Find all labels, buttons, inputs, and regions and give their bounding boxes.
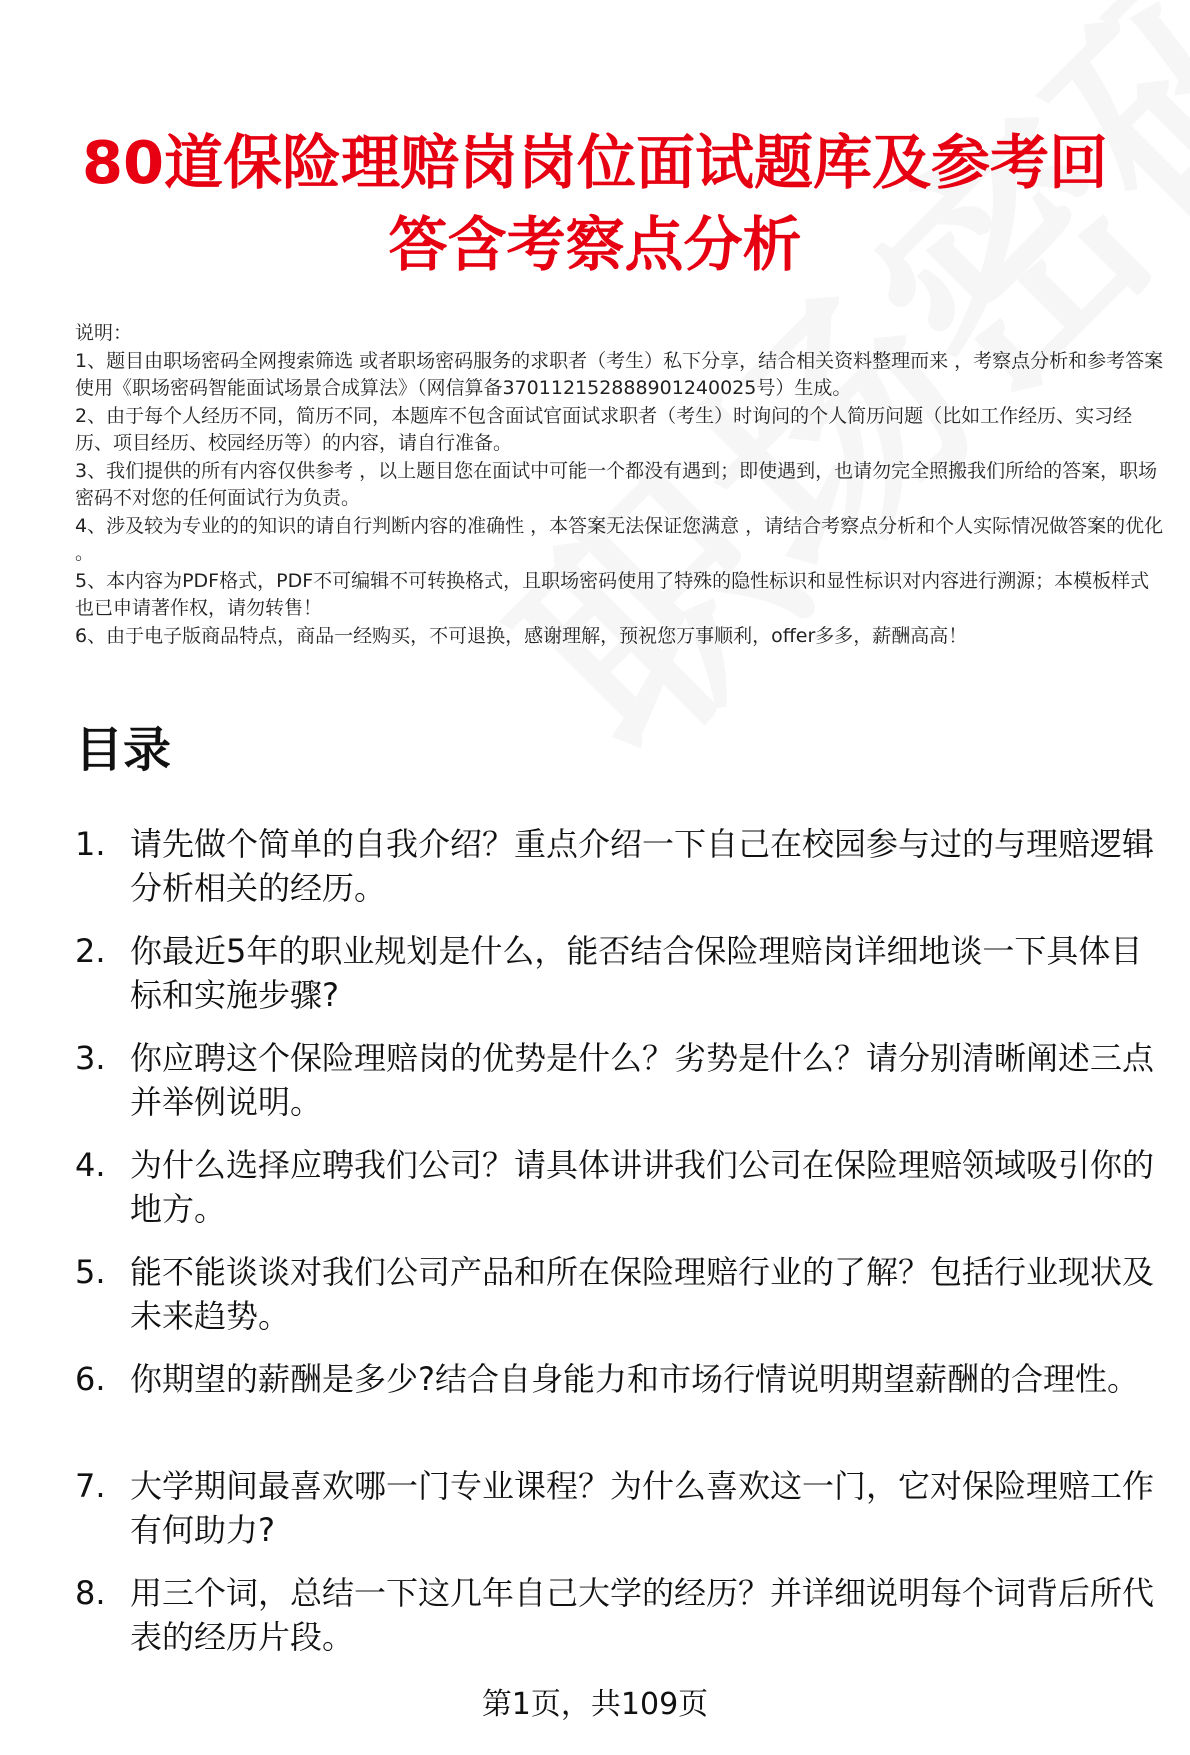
toc-item-8[interactable] xyxy=(75,1571,1165,1678)
toc-item-number: 5. xyxy=(75,1253,106,1291)
note-1: 1、题目由职场密码全网搜索筛选 或者职场密码服务的求职者（考生）私下分享，结合相关资料整理而来 ，考察点分析和参考答案使用《职场密码智能面试场景合成算法》（网信算备370112152888901240025号）生成。 xyxy=(75,349,1164,399)
toc-item-text: 为什么选择应聘我们公司？请具体讲讲我们公司在保险理赔领域吸引你的地方。 xyxy=(130,1146,1155,1228)
note-4: 4、涉及较为专业的的知识的请自行判断内容的准确性 ，本答案无法保证您满意 ，请结合考察点分析和个人实际情况做答案的优化 。 xyxy=(75,514,1164,564)
toc-item-number: 8. xyxy=(75,1574,106,1612)
note-5: 5、本内容为PDF格式，PDF不可编辑不可转换格式，且职场密码使用了特殊的隐性标识和显性标识对内容进行溯源；本模板样式也已申请著作权，请勿转售！ xyxy=(75,569,1150,619)
toc-heading: 目录 xyxy=(75,722,172,778)
toc-item-5[interactable] xyxy=(75,1250,1165,1357)
toc-item-number: 1. xyxy=(75,825,106,863)
note-3: 3、我们提供的所有内容仅供参考 ，以上题目您在面试中可能一个都没有遇到；即使遇到，也请勿完全照搬我们所给的答案，职场密码不对您的任何面试行为负责。 xyxy=(75,459,1158,509)
toc-item-text: 能不能谈谈对我们公司产品和所在保险理赔行业的了解？包括行业现状及未来趋势。 xyxy=(130,1253,1155,1335)
toc-item-text: 你应聘这个保险理赔岗的优势是什么？劣势是什么？请分别清晰阐述三点并举例说明。 xyxy=(130,1039,1155,1121)
toc-item-4[interactable] xyxy=(75,1143,1165,1250)
toc-item-text: 大学期间最喜欢哪一门专业课程？为什么喜欢这一门，它对保险理赔工作有何助力? xyxy=(130,1467,1155,1549)
toc-item-number: 3. xyxy=(75,1039,106,1077)
toc-item-number: 6. xyxy=(75,1360,106,1398)
toc-item-text: 你期望的薪酬是多少?结合自身能力和市场行情说明期望薪酬的合理性。 xyxy=(130,1360,1139,1398)
toc-item-6[interactable] xyxy=(75,1357,1165,1464)
toc-item-7[interactable] xyxy=(75,1464,1165,1571)
toc-list xyxy=(75,822,1165,1678)
toc-item-text: 你最近5年的职业规划是什么，能否结合保险理赔岗详细地谈一下具体目标和实施步骤? xyxy=(130,932,1143,1014)
toc-item-number: 7. xyxy=(75,1467,106,1505)
note-2: 2、由于每个人经历不同，简历不同，本题库不包含面试官面试求职者（考生）时询问的个人简历问题（比如工作经历、实习经历、项目经历、校园经历等）的内容，请自行准备。 xyxy=(75,404,1133,454)
note-6: 6、由于电子版商品特点，商品一经购买，不可退换，感谢理解，预祝您万事顺利，offer多多，薪酬高高！ xyxy=(75,624,968,647)
notes-section xyxy=(75,320,1165,650)
toc-item-text: 用三个词，总结一下这几年自己大学的经历？并详细说明每个词背后所代表的经历片段。 xyxy=(130,1574,1155,1656)
toc-item-3[interactable] xyxy=(75,1036,1165,1143)
toc-item-2[interactable] xyxy=(75,929,1165,1036)
toc-item-text: 请先做个简单的自我介绍？重点介绍一下自己在校园参与过的与理赔逻辑分析相关的经历。 xyxy=(130,825,1155,907)
toc-item-1[interactable] xyxy=(75,822,1165,929)
page-footer: 第1页，共109页 xyxy=(481,1687,709,1722)
document-title: 80道保险理赔岗岗位面试题库及参考回答含考察点分析 xyxy=(81,128,1109,279)
toc-item-number: 2. xyxy=(75,932,106,970)
notes-heading: 说明： xyxy=(75,322,133,344)
toc-item-number: 4. xyxy=(75,1146,106,1184)
